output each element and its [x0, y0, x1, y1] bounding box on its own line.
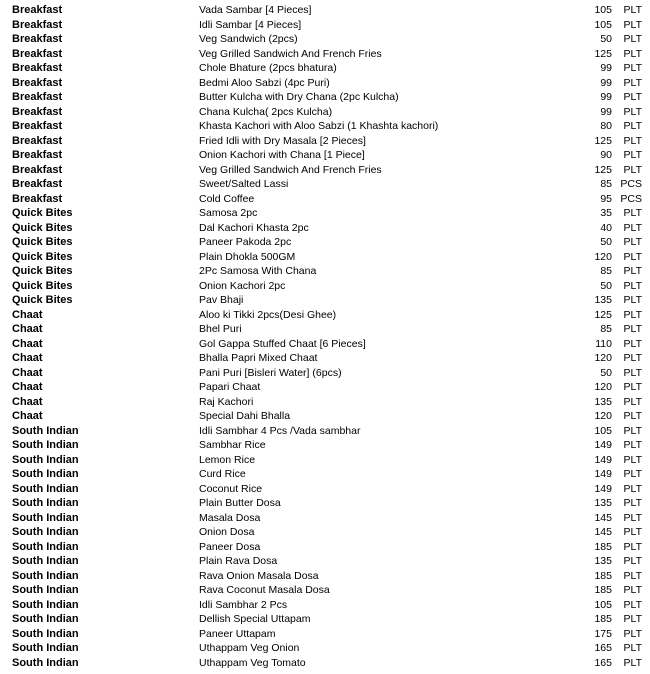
price-cell: 135	[594, 497, 612, 509]
price-cell: 185	[594, 613, 612, 625]
price-cell: 145	[594, 526, 612, 538]
price-cell: 135	[594, 294, 612, 306]
unit-cell: PLT	[623, 33, 642, 45]
price-cell: 149	[594, 439, 612, 451]
category-cell: Breakfast	[12, 33, 63, 45]
price-cell: 165	[594, 642, 612, 654]
unit-cell: PLT	[623, 294, 642, 306]
table-row	[12, 264, 642, 279]
category-cell: Breakfast	[12, 120, 63, 132]
unit-cell: PLT	[623, 584, 642, 596]
item-name-cell: Samosa 2pc	[199, 207, 258, 219]
table-row	[12, 293, 642, 308]
category-cell: Breakfast	[12, 18, 63, 31]
unit-cell: PLT	[623, 410, 642, 422]
price-cell: 50	[600, 279, 612, 292]
price-cell: 165	[594, 656, 612, 669]
price-cell: 149	[594, 453, 612, 466]
item-name-cell: Veg Grilled Sandwich And French Fries	[199, 47, 382, 60]
unit-cell: PLT	[623, 395, 642, 408]
price-cell: 105	[594, 598, 612, 611]
unit-cell: PLT	[623, 366, 642, 379]
table-row	[12, 395, 642, 410]
table-row	[12, 163, 642, 178]
item-name-cell: 2Pc Samosa With Chana	[199, 265, 317, 277]
category-cell: South Indian	[12, 482, 79, 495]
unit-cell: PLT	[623, 236, 642, 248]
table-row	[12, 76, 642, 91]
unit-cell: PLT	[623, 381, 642, 393]
table-row	[12, 656, 642, 671]
category-cell: Breakfast	[12, 192, 63, 205]
unit-cell: PLT	[623, 627, 642, 640]
table-row	[12, 612, 642, 627]
category-cell: Chaat	[12, 381, 43, 393]
category-cell: Chaat	[12, 395, 43, 408]
category-cell: South Indian	[12, 526, 79, 538]
category-cell: Quick Bites	[12, 265, 73, 277]
price-cell: 95	[600, 192, 612, 205]
table-row	[12, 221, 642, 236]
unit-cell: PLT	[623, 511, 642, 524]
unit-cell: PLT	[623, 656, 642, 669]
category-cell: Quick Bites	[12, 250, 73, 263]
category-cell: Quick Bites	[12, 294, 73, 306]
price-cell: 35	[600, 207, 612, 219]
price-cell: 99	[600, 91, 612, 103]
table-row	[12, 134, 642, 149]
table-row	[12, 511, 642, 526]
category-cell: South Indian	[12, 540, 79, 553]
category-cell: Breakfast	[12, 91, 63, 103]
table-row	[12, 380, 642, 395]
table-row	[12, 366, 642, 381]
table-row	[12, 424, 642, 439]
menu-table-body	[12, 3, 642, 670]
category-cell: Breakfast	[12, 163, 63, 176]
item-name-cell: Plain Dhokla 500GM	[199, 250, 296, 263]
item-name-cell: Lemon Rice	[199, 453, 256, 466]
unit-cell: PLT	[623, 250, 642, 263]
category-cell: South Indian	[12, 497, 79, 509]
unit-cell: PLT	[623, 4, 642, 16]
table-row	[12, 308, 642, 323]
price-cell: 85	[600, 265, 612, 277]
unit-cell: PLT	[623, 62, 642, 74]
item-name-cell: Plain Butter Dosa	[199, 497, 281, 509]
table-row	[12, 482, 642, 497]
table-row	[12, 279, 642, 294]
category-cell: Quick Bites	[12, 221, 73, 234]
category-cell: Breakfast	[12, 47, 63, 60]
table-row	[12, 148, 642, 163]
item-name-cell: Dal Kachori Khasta 2pc	[199, 221, 309, 234]
price-cell: 185	[594, 584, 612, 596]
table-row	[12, 453, 642, 468]
table-row	[12, 90, 642, 105]
unit-cell: PLT	[623, 76, 642, 89]
item-name-cell: Special Dahi Bhalla	[199, 410, 291, 422]
table-row	[12, 250, 642, 265]
unit-cell: PLT	[623, 120, 642, 132]
item-name-cell: Paneer Uttapam	[199, 627, 276, 640]
item-name-cell: Uthappam Veg Tomato	[199, 656, 306, 669]
item-name-cell: Uthappam Veg Onion	[199, 642, 300, 654]
category-cell: South Indian	[12, 613, 79, 625]
price-cell: 135	[594, 395, 612, 408]
item-name-cell: Paneer Dosa	[199, 540, 261, 553]
category-cell: Chaat	[12, 366, 43, 379]
item-name-cell: Pav Bhaji	[199, 294, 244, 306]
price-cell: 85	[600, 178, 612, 190]
category-cell: South Indian	[12, 627, 79, 640]
item-name-cell: Bedmi Aloo Sabzi (4pc Puri)	[199, 76, 330, 89]
unit-cell: PLT	[623, 497, 642, 509]
item-name-cell: Sweet/Salted Lassi	[199, 178, 289, 190]
category-cell: South Indian	[12, 468, 79, 480]
category-cell: Breakfast	[12, 178, 63, 190]
item-name-cell: Idli Sambhar 2 Pcs	[199, 598, 288, 611]
category-cell: Chaat	[12, 410, 43, 422]
price-cell: 105	[594, 18, 612, 31]
unit-cell: PLT	[623, 265, 642, 277]
item-name-cell: Pani Puri [Bisleri Water] (6pcs)	[199, 366, 342, 379]
price-cell: 149	[594, 482, 612, 495]
table-row	[12, 467, 642, 482]
item-name-cell: Curd Rice	[199, 468, 246, 480]
table-row	[12, 525, 642, 540]
category-cell: Breakfast	[12, 76, 63, 89]
item-name-cell: Rava Coconut Masala Dosa	[199, 584, 330, 596]
table-row	[12, 569, 642, 584]
price-cell: 105	[594, 424, 612, 437]
table-row	[12, 337, 642, 352]
unit-cell: PLT	[623, 105, 642, 118]
unit-cell: PLT	[623, 149, 642, 161]
price-cell: 125	[594, 163, 612, 176]
category-cell: South Indian	[12, 598, 79, 611]
unit-cell: PLT	[623, 569, 642, 582]
category-cell: South Indian	[12, 569, 79, 582]
item-name-cell: Papari Chaat	[199, 381, 261, 393]
table-row	[12, 641, 642, 656]
item-name-cell: Paneer Pakoda 2pc	[199, 236, 292, 248]
item-name-cell: Khasta Kachori with Aloo Sabzi (1 Khashta kachori)	[199, 120, 439, 132]
table-row	[12, 496, 642, 511]
item-name-cell: Idli Sambar [4 Pieces]	[199, 18, 302, 31]
category-cell: South Indian	[12, 656, 79, 669]
category-cell: South Indian	[12, 584, 79, 596]
price-cell: 50	[600, 236, 612, 248]
table-row	[12, 351, 642, 366]
item-name-cell: Bhel Puri	[199, 323, 242, 335]
price-cell: 99	[600, 76, 612, 89]
item-name-cell: Butter Kulcha with Dry Chana (2pc Kulcha)	[199, 91, 399, 103]
table-row	[12, 61, 642, 76]
category-cell: Quick Bites	[12, 207, 73, 219]
item-name-cell: Aloo ki Tikki 2pcs(Desi Ghee)	[199, 308, 337, 321]
unit-cell: PLT	[623, 163, 642, 176]
unit-cell: PLT	[623, 424, 642, 437]
price-cell: 120	[594, 250, 612, 263]
item-name-cell: Cold Coffee	[199, 192, 255, 205]
category-cell: Quick Bites	[12, 279, 73, 292]
table-row	[12, 47, 642, 62]
category-cell: Breakfast	[12, 62, 63, 74]
item-name-cell: Veg Sandwich (2pcs)	[199, 33, 298, 45]
price-cell: 80	[600, 120, 612, 132]
category-cell: Chaat	[12, 308, 43, 321]
unit-cell: PLT	[623, 308, 642, 321]
table-row	[12, 105, 642, 120]
category-cell: South Indian	[12, 439, 79, 451]
item-name-cell: Idli Sambhar 4 Pcs /Vada sambhar	[199, 424, 361, 437]
table-row	[12, 32, 642, 47]
table-row	[12, 119, 642, 134]
item-name-cell: Fried Idli with Dry Masala [2 Pieces]	[199, 134, 366, 147]
unit-cell: PLT	[623, 134, 642, 147]
item-name-cell: Dellish Special Uttapam	[199, 613, 311, 625]
category-cell: Breakfast	[12, 149, 63, 161]
unit-cell: PLT	[623, 540, 642, 553]
price-cell: 145	[594, 511, 612, 524]
price-cell: 120	[594, 381, 612, 393]
unit-cell: PLT	[623, 91, 642, 103]
category-cell: South Indian	[12, 453, 79, 466]
table-row	[12, 206, 642, 221]
item-name-cell: Onion Kachori 2pc	[199, 279, 286, 292]
unit-cell: PLT	[623, 221, 642, 234]
price-cell: 125	[594, 308, 612, 321]
table-row	[12, 627, 642, 642]
unit-cell: PLT	[623, 642, 642, 654]
price-cell: 85	[600, 323, 612, 335]
price-cell: 149	[594, 468, 612, 480]
unit-cell: PLT	[623, 613, 642, 625]
item-name-cell: Onion Dosa	[199, 526, 255, 538]
table-row	[12, 322, 642, 337]
price-cell: 99	[600, 105, 612, 118]
unit-cell: PLT	[623, 18, 642, 31]
price-cell: 40	[600, 221, 612, 234]
price-cell: 125	[594, 134, 612, 147]
price-cell: 135	[594, 555, 612, 567]
unit-cell: PLT	[623, 439, 642, 451]
category-cell: Breakfast	[12, 134, 63, 147]
price-cell: 50	[600, 33, 612, 45]
unit-cell: PLT	[623, 555, 642, 567]
table-row	[12, 598, 642, 613]
item-name-cell: Bhalla Papri Mixed Chaat	[199, 352, 318, 364]
item-name-cell: Veg Grilled Sandwich And French Fries	[199, 163, 382, 176]
unit-cell: PLT	[623, 352, 642, 364]
unit-cell: PLT	[623, 47, 642, 60]
table-row	[12, 554, 642, 569]
unit-cell: PLT	[623, 453, 642, 466]
item-name-cell: Onion Kachori with Chana [1 Piece]	[199, 149, 365, 161]
category-cell: Chaat	[12, 352, 43, 364]
unit-cell: PLT	[623, 279, 642, 292]
category-cell: South Indian	[12, 642, 79, 654]
item-name-cell: Chole Bhature (2pcs bhatura)	[199, 62, 337, 74]
item-name-cell: Sambhar Rice	[199, 439, 266, 451]
table-row	[12, 540, 642, 555]
price-cell: 105	[594, 4, 612, 16]
table-row	[12, 192, 642, 207]
category-cell: South Indian	[12, 555, 79, 567]
item-name-cell: Raj Kachori	[199, 395, 254, 408]
category-cell: South Indian	[12, 424, 79, 437]
menu-table	[12, 3, 642, 670]
unit-cell: PLT	[623, 207, 642, 219]
unit-cell: PLT	[623, 482, 642, 495]
table-row	[12, 177, 642, 192]
price-cell: 120	[594, 352, 612, 364]
price-cell: 175	[594, 627, 612, 640]
price-cell: 185	[594, 569, 612, 582]
price-cell: 125	[594, 47, 612, 60]
item-name-cell: Masala Dosa	[199, 511, 261, 524]
unit-cell: PLT	[623, 598, 642, 611]
price-cell: 120	[594, 410, 612, 422]
unit-cell: PCS	[620, 178, 642, 190]
unit-cell: PLT	[623, 468, 642, 480]
table-row	[12, 409, 642, 424]
category-cell: South Indian	[12, 511, 79, 524]
unit-cell: PCS	[620, 192, 642, 205]
unit-cell: PLT	[623, 337, 642, 350]
unit-cell: PLT	[623, 526, 642, 538]
item-name-cell: Gol Gappa Stuffed Chaat [6 Pieces]	[199, 337, 366, 350]
item-name-cell: Coconut Rice	[199, 482, 263, 495]
category-cell: Breakfast	[12, 4, 63, 16]
price-cell: 110	[595, 337, 612, 350]
table-row	[12, 583, 642, 598]
price-cell: 50	[600, 366, 612, 379]
item-name-cell: Chana Kulcha( 2pcs Kulcha)	[199, 105, 333, 118]
table-row	[12, 235, 642, 250]
category-cell: Chaat	[12, 337, 43, 350]
item-name-cell: Plain Rava Dosa	[199, 555, 278, 567]
price-cell: 185	[594, 540, 612, 553]
table-row	[12, 438, 642, 453]
category-cell: Breakfast	[12, 105, 63, 118]
item-name-cell: Rava Onion Masala Dosa	[199, 569, 319, 582]
unit-cell: PLT	[623, 323, 642, 335]
category-cell: Quick Bites	[12, 236, 73, 248]
price-cell: 99	[600, 62, 612, 74]
table-row	[12, 18, 642, 33]
item-name-cell: Vada Sambar [4 Pieces]	[199, 4, 312, 16]
table-row	[12, 3, 642, 18]
price-cell: 90	[600, 149, 612, 161]
category-cell: Chaat	[12, 323, 43, 335]
